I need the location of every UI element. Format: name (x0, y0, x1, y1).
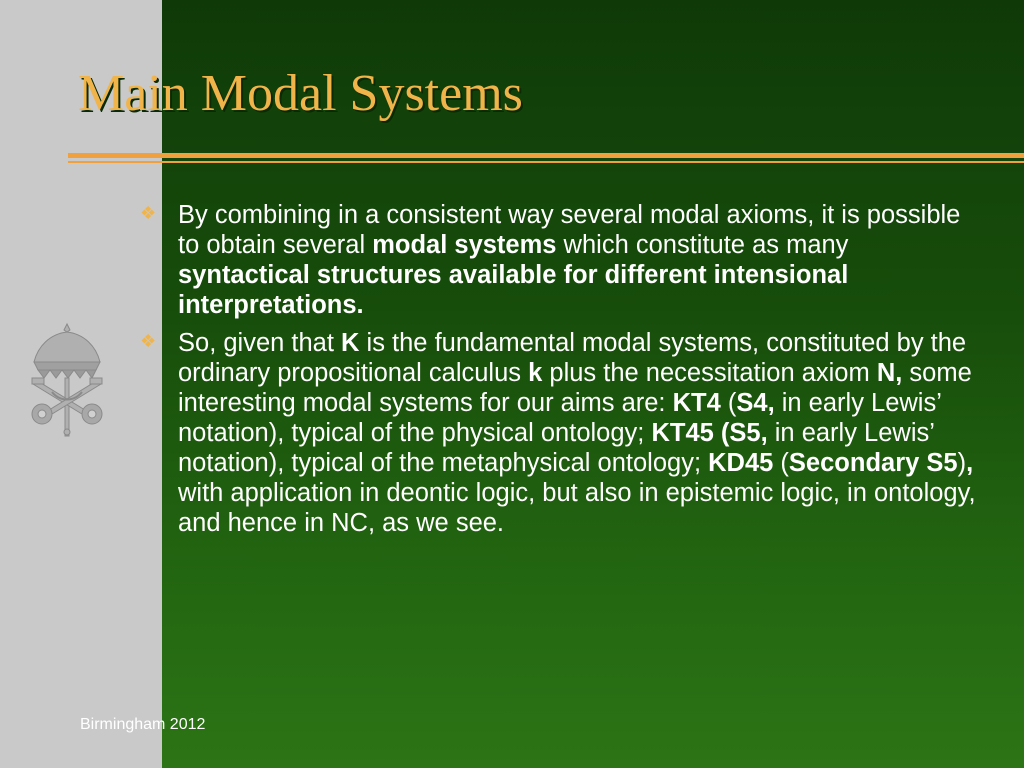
bullet-2-text-6: in early Lewis’ notation), typical of the physical ontology; (178, 389, 941, 447)
bullet-1-bold-1: modal systems (372, 231, 557, 259)
bullet-2-text-1: So, given that (178, 329, 342, 357)
bullet-2-bold-7: KD45 (708, 449, 774, 477)
slide-title: Main Modal Systems (78, 65, 523, 122)
bullet-2-bold-9: , (966, 449, 974, 477)
bullet-1-text-1: By combining in a consistent way several modal axioms, it is possible to obtain several (178, 201, 961, 259)
bullet-list (140, 200, 985, 546)
bullet-item-2 (140, 328, 985, 538)
bullet-item-1 (140, 200, 985, 320)
footer-text: Birmingham 2012 (80, 716, 206, 733)
bullet-2-bold-5: S4, (736, 389, 775, 417)
bullet-1-bold-2: syntactical structures available for different intensional interpretations. (178, 261, 849, 319)
bullet-2-text-5: ( (720, 389, 737, 417)
title-underline-thin (68, 161, 1024, 163)
bullet-2-bold-4: KT4 (672, 389, 721, 417)
bullet-2-text-9: ) (957, 449, 967, 477)
papal-keys-emblem-icon (22, 322, 112, 437)
bullet-1-text-2: which constitute as many (556, 231, 849, 259)
diamond-bullet-icon: ❖ (140, 331, 157, 351)
diamond-bullet-icon: ❖ (140, 203, 157, 223)
title-underline (68, 153, 1024, 158)
bullet-2-text-7: in early Lewis’ notation), typical of the metaphysical ontology; (178, 419, 934, 477)
bullet-2-bold-2: k (528, 359, 543, 387)
bullet-2-bold-6: KT45 (S5, (651, 419, 768, 447)
bullet-2-text-3: plus the necessitation axiom (542, 359, 877, 387)
bullet-2-bold-1: K (341, 329, 360, 357)
bullet-2-text-8: ( (773, 449, 789, 477)
bullet-2-text-4: some interesting modal systems for our aims are: (178, 359, 972, 417)
bullet-2-bold-8: Secondary S5 (788, 449, 958, 477)
bullet-2-bold-3: N, (876, 359, 903, 387)
bullet-2-text-2: is the fundamental modal systems, constituted by the ordinary propositional calculus (178, 329, 967, 387)
bullet-2-text-10: with application in deontic logic, but also in epistemic logic, in ontology, and hence in NC, as we see. (178, 479, 976, 537)
